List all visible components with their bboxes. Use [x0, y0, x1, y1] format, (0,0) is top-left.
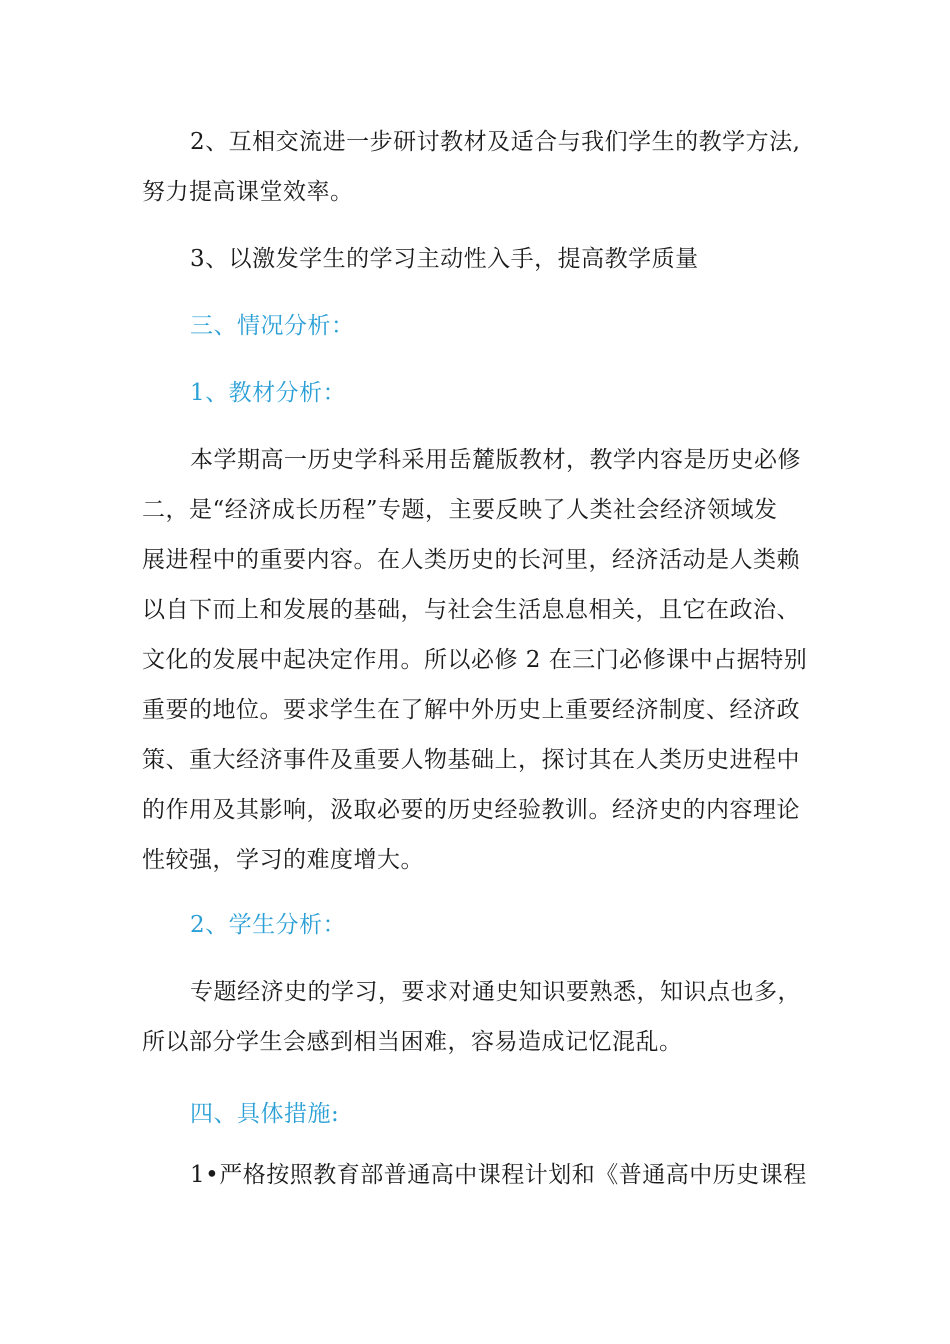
item3: 3、以激发学生的学习主动性入手，提高教学质量 [190, 246, 699, 272]
section4-heading: 四、具体措施: [190, 1101, 340, 1127]
student-analysis-line: 专题经济史的学习，要求对通史知识要熟悉，知识点也多， [190, 979, 801, 1005]
item2-line2: 努力提高课堂效率。 [142, 179, 354, 205]
textbook-analysis-line: 本学期高一历史学科采用岳麓版教材，教学内容是历史必修 [190, 447, 801, 473]
item2-line1: 2、互相交流进一步研讨教材及适合与我们学生的教学方法, [190, 129, 801, 155]
section3-heading: 三、情况分析： [190, 313, 355, 339]
student-analysis-line: 所以部分学生会感到相当困难，容易造成记忆混乱。 [142, 1029, 683, 1055]
textbook-analysis-line: 二，是“经济成长历程”专题，主要反映了人类社会经济领域发 [142, 497, 778, 523]
textbook-analysis-heading: 1、教材分析： [190, 380, 347, 406]
student-analysis-heading: 2、学生分析： [190, 912, 347, 938]
textbook-analysis-line: 的作用及其影响，汲取必要的历史经验教训。经济史的内容理论 [142, 797, 800, 823]
textbook-analysis-line: 策、重大经济事件及重要人物基础上，探讨其在人类历史进程中 [142, 747, 800, 773]
textbook-analysis-line: 重要的地位。要求学生在了解中外历史上重要经济制度、经济政 [142, 697, 800, 723]
measure1-line: 1•严格按照教育部普通高中课程计划和《普通高中历史课程 [190, 1162, 807, 1188]
textbook-analysis-line: 以自下而上和发展的基础，与社会生活息息相关，且它在政治、 [142, 597, 800, 623]
textbook-analysis-line: 展进程中的重要内容。在人类历史的长河里，经济活动是人类赖 [142, 547, 800, 573]
textbook-analysis-line: 性较强，学习的难度增大。 [142, 847, 424, 873]
textbook-analysis-line: 文化的发展中起决定作用。所以必修 2 在三门必修课中占据特别 [142, 647, 808, 673]
